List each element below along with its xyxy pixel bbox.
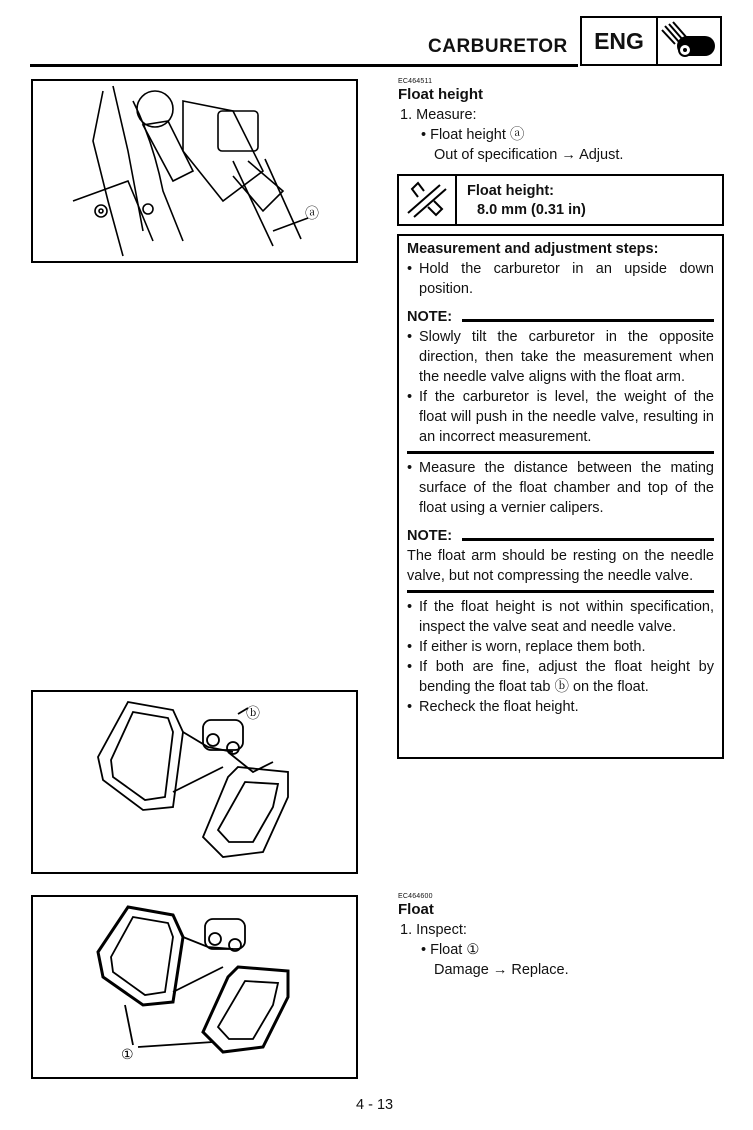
list-item: • Hold the carburetor in an upside down position. <box>407 261 714 297</box>
list-item: • Measure the distance between the mating surface of the float chamber and top of the float using a vernier calipers. <box>407 460 714 516</box>
damage-line: Damage → Replace. <box>434 962 569 978</box>
list-item: • If the float height is not within specification, inspect the valve seat and needle valve. <box>407 599 714 635</box>
float-height-bullet: • Float height ⓐ <box>421 127 525 143</box>
float-heading: Float <box>398 901 434 918</box>
section-code: EC464600 <box>398 893 433 900</box>
list-item: • If the carburetor is level, the weight of the float will push in the needle valve, resulting in an incorrect measurement. <box>407 389 714 445</box>
section-code: EC464511 <box>398 78 433 85</box>
caliper-icon <box>399 176 457 224</box>
note-text: The float arm should be resting on the needle valve, but not compressing the needle valve. <box>407 548 714 584</box>
note-heading: NOTE: <box>407 526 714 546</box>
callout-1: ① <box>121 1046 134 1062</box>
list-item: • If either is worn, replace them both. <box>407 639 646 655</box>
spec-label: Float height: <box>467 183 554 199</box>
note-heading: NOTE: <box>407 307 714 327</box>
header-rule <box>30 64 578 67</box>
steps-heading: Measurement and adjustment steps: <box>407 241 659 257</box>
callout-b: ⓑ <box>246 705 260 721</box>
section-badge-label: ENG <box>582 18 658 64</box>
float-bullet: • Float ① <box>421 942 480 958</box>
note-end-rule <box>407 451 714 454</box>
spec-value: 8.0 mm (0.31 in) <box>477 202 586 218</box>
spec-box <box>397 174 724 226</box>
list-item: • Slowly tilt the carburetor in the opposite direction, then take the measurement when the needle valve aligns with the float arm. <box>407 329 714 385</box>
inspect-step: 1. Inspect: <box>400 922 467 938</box>
float-illustration <box>33 692 356 872</box>
measurement-steps-box <box>397 234 724 759</box>
list-item: • If both are fine, adjust the float height by bending the float tab ⓑ on the float. <box>407 659 714 695</box>
float-height-heading: Float height <box>398 86 483 103</box>
section-badge <box>580 16 722 66</box>
callout-a: ⓐ <box>305 205 319 221</box>
page-number: 4 - 13 <box>356 1097 394 1113</box>
out-of-spec-line: Out of specification → Adjust. <box>434 147 624 163</box>
float-height-figure <box>31 79 358 263</box>
float-tab-figure <box>31 690 358 874</box>
float-illustration-2 <box>33 897 356 1077</box>
float-inspect-figure <box>31 895 358 1079</box>
measure-step: 1. Measure: <box>400 107 477 123</box>
engine-icon <box>658 18 720 64</box>
list-item: • Recheck the float height. <box>407 699 579 715</box>
note-end-rule <box>407 590 714 593</box>
carburetor-illustration <box>33 81 356 261</box>
page-section-title: CARBURETOR <box>428 36 568 57</box>
